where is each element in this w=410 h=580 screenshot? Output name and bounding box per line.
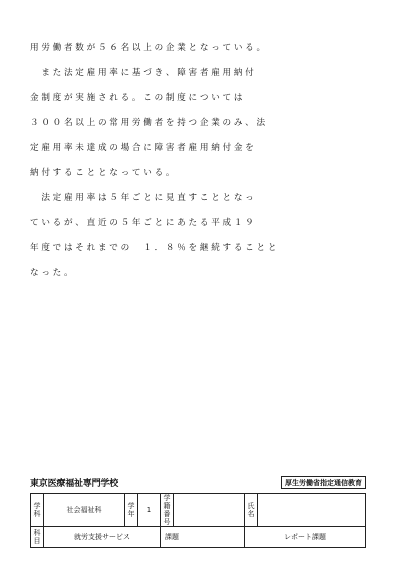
body-line: 法 定 雇 用 率 は ５ 年 ご と に 見 直 す こ と と な っ xyxy=(30,193,254,203)
body-line: 年 度 で は そ れ ま で の １ ． ８ ％ を 継 続 す る こ と と xyxy=(30,243,277,253)
body-line: ま た 法 定 雇 用 率 に 基 づ き 、 障 害 者 雇 用 納 付 xyxy=(30,68,254,78)
kadai-value: レポート課題 xyxy=(245,527,366,548)
gakunen-value: 1 xyxy=(138,494,161,527)
shimei-label: 氏名 xyxy=(245,494,258,527)
school-name: 東京医療福祉専門学校 xyxy=(30,479,119,489)
course-badge: 厚生労働省指定通信教育 xyxy=(281,476,366,489)
kadai-label: 課題 xyxy=(161,527,245,548)
body-line: ３ ０ ０ 名 以 上 の 常 用 労 働 者 を 持 つ 企 業 の み 、 法 xyxy=(30,118,266,128)
gakuseki-value xyxy=(174,494,245,527)
kamoku-value: 就労支援サービス xyxy=(44,527,161,548)
footer-header xyxy=(30,476,366,491)
body-line: な っ た 。 xyxy=(30,268,73,278)
student-info-table xyxy=(30,493,366,548)
body-line: て い る が 、 直 近 の ５ 年 ご と に あ た る 平 成 １ ９ xyxy=(30,218,254,228)
report-body xyxy=(30,36,382,286)
gakka-value: 社会福祉科 xyxy=(44,494,125,527)
gakuseki-label: 学籍番号 xyxy=(161,494,174,527)
info-row-1 xyxy=(31,494,366,527)
body-line: 定 雇 用 率 未 達 成 の 場 合 に 障 害 者 雇 用 納 付 金 を xyxy=(30,143,254,153)
body-line: 用 労 働 者 数 が ５ ６ 名 以 上 の 企 業 と な っ て い る 。 xyxy=(30,43,266,53)
body-line: 金 制 度 が 実 施 さ れ る 。 こ の 制 度 に つ い て は xyxy=(30,93,243,103)
gakka-label: 学科 xyxy=(31,494,44,527)
shimei-value xyxy=(258,494,366,527)
body-line: 納 付 す る こ と と な っ て い る 。 xyxy=(30,168,175,178)
report-footer xyxy=(30,476,366,548)
info-row-2 xyxy=(31,527,366,548)
kamoku-label: 科目 xyxy=(31,527,44,548)
gakunen-label: 学年 xyxy=(125,494,138,527)
